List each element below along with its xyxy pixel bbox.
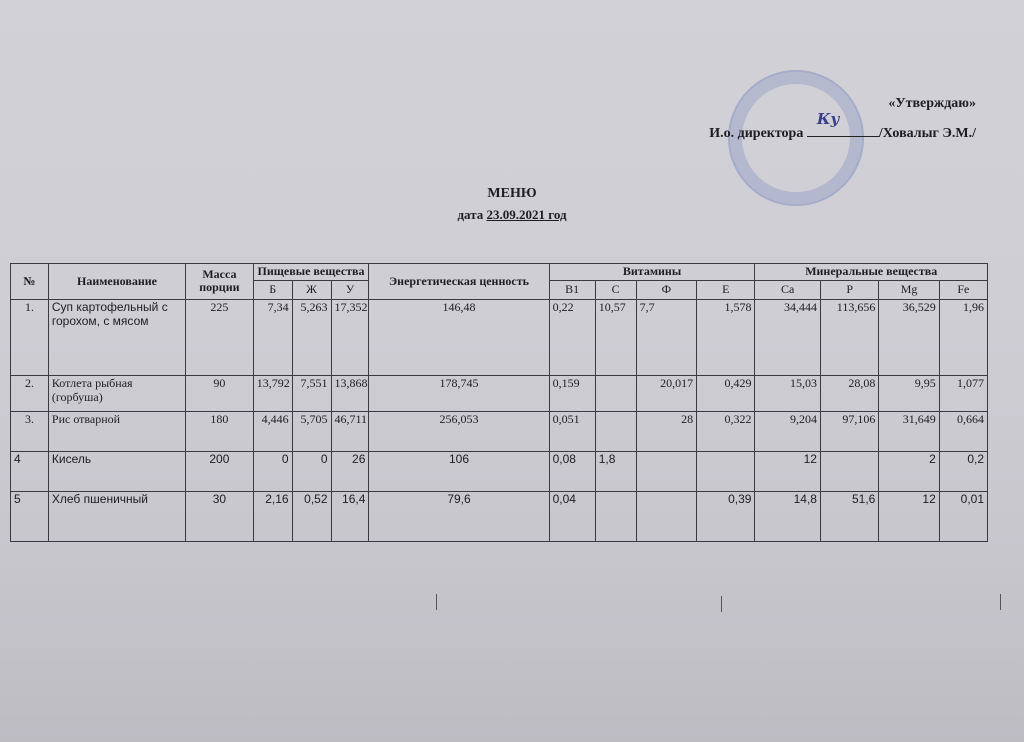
subheader-mg: Mg bbox=[879, 280, 939, 299]
row-u: 46,711 bbox=[331, 411, 369, 451]
row-p: 51,6 bbox=[820, 491, 878, 541]
subheader-b1: B1 bbox=[549, 280, 595, 299]
row-f: 28 bbox=[636, 411, 696, 451]
row-e: 0,322 bbox=[697, 411, 755, 451]
row-c: 10,57 bbox=[595, 299, 636, 375]
date-prefix: дата bbox=[457, 207, 484, 222]
col-nutrients-header: Пищевые вещества bbox=[253, 264, 369, 281]
row-p: 28,08 bbox=[820, 375, 878, 411]
row-b: 13,792 bbox=[253, 375, 292, 411]
row-c: 1,8 bbox=[595, 451, 636, 491]
pen-mark bbox=[1000, 594, 1001, 610]
row-mass: 90 bbox=[186, 375, 254, 411]
row-mg: 9,95 bbox=[879, 375, 939, 411]
row-num: 3. bbox=[11, 411, 49, 451]
row-e: 0,429 bbox=[697, 375, 755, 411]
row-num: 2. bbox=[11, 375, 49, 411]
subheader-zh: Ж bbox=[292, 280, 331, 299]
subheader-f: Ф bbox=[636, 280, 696, 299]
row-mg: 31,649 bbox=[879, 411, 939, 451]
director-line bbox=[709, 110, 976, 142]
row-zh: 0,52 bbox=[292, 491, 331, 541]
row-energy: 79,6 bbox=[369, 491, 549, 541]
row-name: Рис отварной bbox=[48, 411, 185, 451]
row-f bbox=[636, 451, 696, 491]
table-row bbox=[11, 411, 988, 451]
row-fe: 0,2 bbox=[939, 451, 987, 491]
col-minerals-header: Минеральные вещества bbox=[755, 264, 988, 281]
row-mg: 36,529 bbox=[879, 299, 939, 375]
row-p bbox=[820, 451, 878, 491]
row-ca: 34,444 bbox=[755, 299, 821, 375]
approve-label: «Утверждаю» bbox=[888, 96, 976, 111]
row-num: 4 bbox=[11, 451, 49, 491]
row-ca: 9,204 bbox=[755, 411, 821, 451]
row-u: 13,868 bbox=[331, 375, 369, 411]
row-c bbox=[595, 375, 636, 411]
row-fe: 1,96 bbox=[939, 299, 987, 375]
row-f: 20,017 bbox=[636, 375, 696, 411]
row-fe: 1,077 bbox=[939, 375, 987, 411]
row-energy: 146,48 bbox=[369, 299, 549, 375]
row-b1: 0,04 bbox=[549, 491, 595, 541]
row-zh: 7,551 bbox=[292, 375, 331, 411]
col-name-header: Наименование bbox=[48, 264, 185, 300]
row-zh: 5,263 bbox=[292, 299, 331, 375]
row-num: 1. bbox=[11, 299, 49, 375]
subheader-p: P bbox=[820, 280, 878, 299]
row-c bbox=[595, 491, 636, 541]
row-e bbox=[697, 451, 755, 491]
row-ca: 15,03 bbox=[755, 375, 821, 411]
row-name: Хлеб пшеничный bbox=[48, 491, 185, 541]
subheader-b: Б bbox=[253, 280, 292, 299]
signature-line bbox=[807, 110, 879, 137]
col-energy-header: Энергетическая ценность bbox=[369, 264, 549, 300]
director-label: И.о. директора bbox=[709, 126, 804, 141]
row-name: Суп картофельный с горохом, с мясом bbox=[48, 299, 185, 375]
row-b: 2,16 bbox=[253, 491, 292, 541]
row-b1: 0,08 bbox=[549, 451, 595, 491]
pen-mark bbox=[721, 596, 722, 612]
row-b1: 0,22 bbox=[549, 299, 595, 375]
row-mg: 12 bbox=[879, 491, 939, 541]
col-num-header: № bbox=[11, 264, 49, 300]
row-e: 0,39 bbox=[697, 491, 755, 541]
col-mass-header: Масса порции bbox=[186, 264, 254, 300]
row-mass: 180 bbox=[186, 411, 254, 451]
row-b1: 0,159 bbox=[549, 375, 595, 411]
row-b: 7,34 bbox=[253, 299, 292, 375]
subheader-fe: Fe bbox=[939, 280, 987, 299]
row-p: 113,656 bbox=[820, 299, 878, 375]
row-name: Кисель bbox=[48, 451, 185, 491]
row-u: 17,352 bbox=[331, 299, 369, 375]
row-u: 26 bbox=[331, 451, 369, 491]
signature: Ку bbox=[816, 110, 840, 128]
row-num: 5 bbox=[11, 491, 49, 541]
row-mg: 2 bbox=[879, 451, 939, 491]
row-zh: 0 bbox=[292, 451, 331, 491]
row-f bbox=[636, 491, 696, 541]
row-u: 16,4 bbox=[331, 491, 369, 541]
subheader-u: У bbox=[331, 280, 369, 299]
row-mass: 225 bbox=[186, 299, 254, 375]
subheader-ca: Ca bbox=[755, 280, 821, 299]
row-energy: 106 bbox=[369, 451, 549, 491]
table-row bbox=[11, 491, 988, 541]
date-line bbox=[0, 207, 1024, 223]
table-row bbox=[11, 299, 988, 375]
row-mass: 30 bbox=[186, 491, 254, 541]
row-b1: 0,051 bbox=[549, 411, 595, 451]
row-c bbox=[595, 411, 636, 451]
pen-mark bbox=[436, 594, 437, 610]
subheader-c: C bbox=[595, 280, 636, 299]
table-row bbox=[11, 375, 988, 411]
director-name: /Ховалыг Э.М./ bbox=[878, 126, 976, 141]
col-vitamins-header: Витамины bbox=[549, 264, 755, 281]
approval-block bbox=[709, 96, 976, 142]
row-zh: 5,705 bbox=[292, 411, 331, 451]
row-p: 97,106 bbox=[820, 411, 878, 451]
row-b: 4,446 bbox=[253, 411, 292, 451]
row-f: 7,7 bbox=[636, 299, 696, 375]
table-row bbox=[11, 451, 988, 491]
page-title: МЕНЮ bbox=[487, 186, 537, 201]
row-b: 0 bbox=[253, 451, 292, 491]
row-mass: 200 bbox=[186, 451, 254, 491]
row-ca: 14,8 bbox=[755, 491, 821, 541]
row-name: Котлета рыбная (горбуша) bbox=[48, 375, 185, 411]
row-energy: 178,745 bbox=[369, 375, 549, 411]
date-value: 23.09.2021 год bbox=[486, 207, 567, 222]
header-row bbox=[11, 264, 988, 281]
subheader-e: E bbox=[697, 280, 755, 299]
row-energy: 256,053 bbox=[369, 411, 549, 451]
row-fe: 0,01 bbox=[939, 491, 987, 541]
row-e: 1,578 bbox=[697, 299, 755, 375]
row-ca: 12 bbox=[755, 451, 821, 491]
menu-table bbox=[10, 263, 988, 542]
row-fe: 0,664 bbox=[939, 411, 987, 451]
